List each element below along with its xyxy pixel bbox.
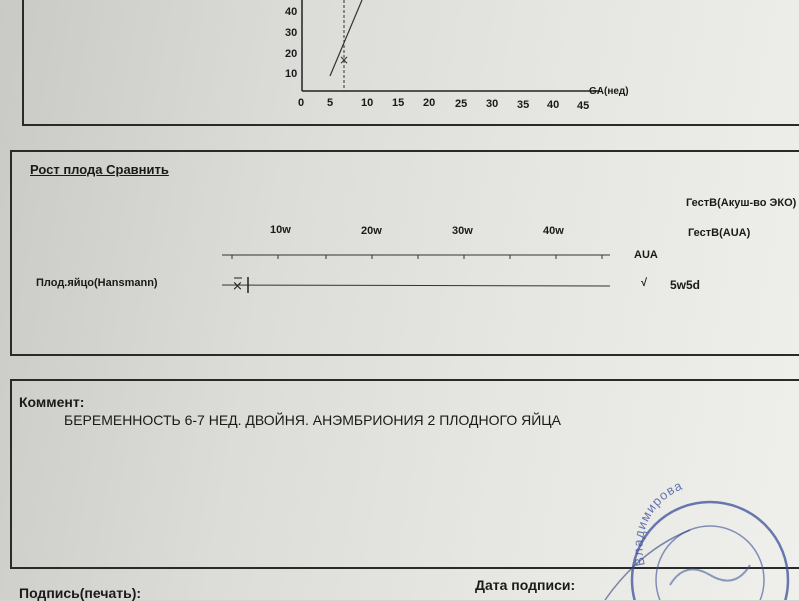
row-label-hansmann: Плод.яйцо(Hansmann) (36, 277, 158, 289)
x-tick: 35 (517, 99, 530, 111)
svg-text:×: × (339, 53, 350, 67)
scale-tick-30w: 30w (452, 225, 473, 237)
aua-label: AUA (634, 249, 658, 261)
x-tick: 30 (486, 98, 499, 110)
x-tick: 10 (361, 97, 374, 109)
y-tick: 20 (285, 48, 298, 60)
x-tick: 15 (392, 97, 405, 109)
x-tick: 5 (327, 97, 334, 109)
scale-tick-40w: 40w (543, 225, 564, 237)
x-axis-label: GA(нед) (589, 86, 629, 97)
gest-aua-header: ГестВ(AUA) (688, 227, 751, 239)
date-label: Дата подписи: (475, 577, 576, 593)
scale-tick-10w: 10w (270, 224, 291, 236)
row-check: √ (641, 277, 648, 289)
signature-label: Подпись(печать): (19, 585, 142, 601)
stamp-text: Владимирова (630, 477, 685, 568)
row-value: 5w5d (670, 278, 701, 292)
gest-eko-header: ГестВ(Акуш-во ЭКО) (686, 197, 797, 209)
x-tick: 45 (577, 100, 590, 112)
stamp (600, 470, 799, 600)
svg-text:×: × (232, 279, 243, 294)
x-tick: 0 (298, 97, 305, 109)
scale-tick-20w: 20w (361, 225, 382, 237)
y-tick: 10 (285, 68, 298, 80)
y-tick: 40 (285, 6, 298, 18)
x-tick: 25 (455, 98, 468, 110)
growth-title: Рост плода Сравнить (30, 162, 169, 177)
x-tick: 20 (423, 97, 436, 109)
comment-label: Коммент: (19, 394, 85, 410)
x-tick: 40 (547, 99, 560, 111)
comment-text: БЕРЕМЕННОСТЬ 6-7 НЕД. ДВОЙНЯ. АНЭМБРИОНИЯ 2 ПЛОДНОГО ЯЙЦА (64, 412, 561, 428)
y-tick: 30 (285, 27, 298, 39)
